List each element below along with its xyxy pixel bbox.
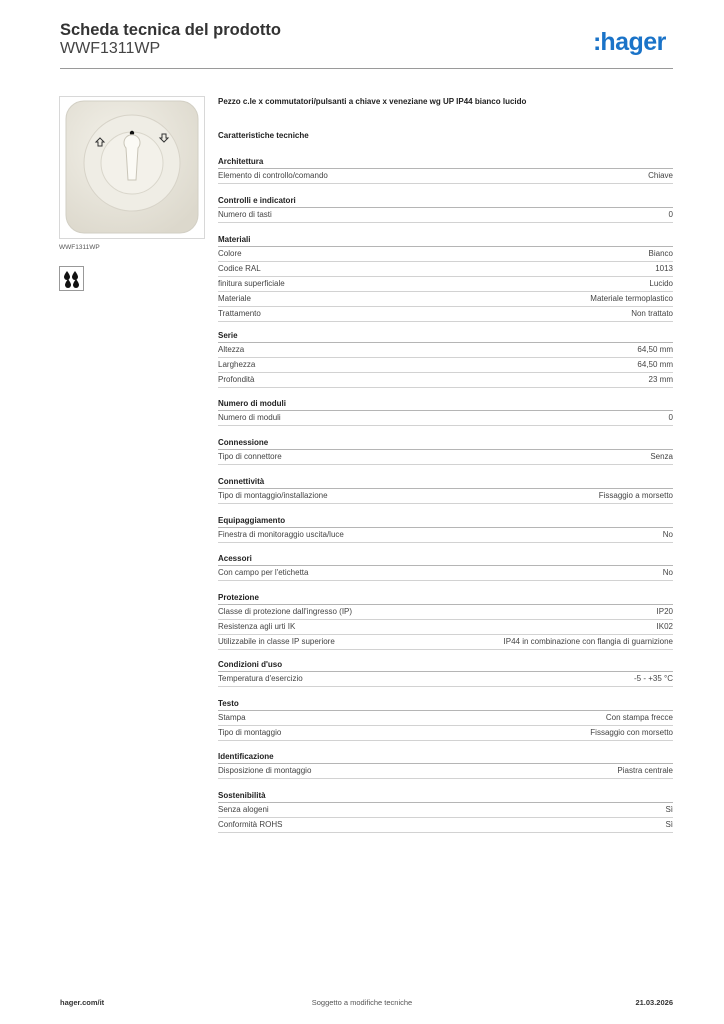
group-title: Serie bbox=[218, 329, 673, 343]
spec-label: finitura superficiale bbox=[218, 279, 285, 288]
spec-label: Elemento di controllo/comando bbox=[218, 171, 328, 180]
product-image-frame bbox=[59, 96, 205, 239]
group-serie bbox=[218, 329, 673, 388]
spec-label: Materiale bbox=[218, 294, 251, 303]
spec-value: Sì bbox=[665, 805, 673, 814]
spec-value: IP44 in combinazione con flangia di guarnizione bbox=[503, 637, 673, 646]
spec-row bbox=[218, 373, 673, 388]
group-controlli bbox=[218, 194, 673, 223]
spec-row bbox=[218, 711, 673, 726]
header-divider bbox=[60, 68, 673, 69]
spec-row bbox=[218, 247, 673, 262]
spec-row bbox=[218, 277, 673, 292]
spec-label: Con campo per l'etichetta bbox=[218, 568, 309, 577]
group-moduli bbox=[218, 397, 673, 426]
spec-row bbox=[218, 764, 673, 779]
spec-value: IP20 bbox=[656, 607, 673, 616]
product-code-header: WWF1311WP bbox=[60, 40, 161, 57]
spec-label: Classe di protezione dall'ingresso (IP) bbox=[218, 607, 353, 616]
spec-label: Colore bbox=[218, 249, 242, 258]
spec-row bbox=[218, 343, 673, 358]
spec-row bbox=[218, 803, 673, 818]
spec-value: Con stampa frecce bbox=[605, 713, 673, 722]
spec-label: Tipo di montaggio bbox=[218, 728, 282, 737]
spec-value: IK02 bbox=[656, 622, 673, 631]
group-title: Sostenibilità bbox=[218, 789, 673, 803]
group-connessione bbox=[218, 436, 673, 465]
group-title: Numero di moduli bbox=[218, 397, 673, 411]
spec-row bbox=[218, 489, 673, 504]
spec-value: 1013 bbox=[655, 264, 673, 273]
spec-row bbox=[218, 672, 673, 687]
hager-logo: :hager bbox=[593, 28, 666, 56]
spec-value: Piastra centrale bbox=[617, 766, 673, 775]
footer-note: Soggetto a modifiche tecniche bbox=[311, 998, 413, 1007]
spec-value: Bianco bbox=[648, 249, 673, 258]
spec-row bbox=[218, 726, 673, 741]
spec-row bbox=[218, 262, 673, 277]
spec-label: Numero di moduli bbox=[218, 413, 281, 422]
spec-value: No bbox=[662, 568, 673, 577]
product-image bbox=[60, 97, 204, 238]
group-title: Connessione bbox=[218, 436, 673, 450]
spec-value: -5 - +35 °C bbox=[634, 674, 673, 683]
group-identificazione bbox=[218, 750, 673, 779]
water-drops-icon bbox=[59, 266, 84, 291]
logo-text: hager bbox=[600, 28, 666, 56]
spec-label: Stampa bbox=[218, 713, 246, 722]
group-title: Identificazione bbox=[218, 750, 673, 764]
spec-label: Utilizzabile in classe IP superiore bbox=[218, 637, 335, 646]
spec-row bbox=[218, 169, 673, 184]
spec-value: Fissaggio con morsetto bbox=[590, 728, 673, 737]
spec-label: Larghezza bbox=[218, 360, 256, 369]
spec-row bbox=[218, 450, 673, 465]
spec-label: Altezza bbox=[218, 345, 245, 354]
spec-label: Temperatura d'esercizio bbox=[218, 674, 303, 683]
spec-value: 64,50 mm bbox=[637, 345, 673, 354]
product-description: Pezzo c.le x commutatori/pulsanti a chiave x veneziane wg UP IP44 bianco lucido bbox=[218, 97, 527, 106]
spec-row bbox=[218, 605, 673, 620]
spec-label: Senza alogeni bbox=[218, 805, 269, 814]
spec-row bbox=[218, 818, 673, 833]
group-sostenibilita bbox=[218, 789, 673, 833]
spec-value: No bbox=[662, 530, 673, 539]
page-title: Scheda tecnica del prodotto bbox=[60, 21, 281, 39]
group-title: Architettura bbox=[218, 155, 673, 169]
group-materiali bbox=[218, 233, 673, 322]
spec-label: Profondità bbox=[218, 375, 255, 384]
group-accessori bbox=[218, 552, 673, 581]
spec-row bbox=[218, 307, 673, 322]
spec-row bbox=[218, 620, 673, 635]
spec-value: Chiave bbox=[648, 171, 673, 180]
spec-label: Numero di tasti bbox=[218, 210, 272, 219]
group-title: Equipaggiamento bbox=[218, 514, 673, 528]
group-condizioni bbox=[218, 658, 673, 687]
spec-row bbox=[218, 635, 673, 650]
spec-value: Sì bbox=[665, 820, 673, 829]
spec-row bbox=[218, 411, 673, 426]
spec-value: 0 bbox=[668, 413, 673, 422]
spec-label: Trattamento bbox=[218, 309, 261, 318]
spec-label: Finestra di monitoraggio uscita/luce bbox=[218, 530, 344, 539]
group-title: Condizioni d'uso bbox=[218, 658, 673, 672]
section-heading: Caratteristiche tecniche bbox=[218, 131, 309, 140]
group-title: Protezione bbox=[218, 591, 673, 605]
group-title: Testo bbox=[218, 697, 673, 711]
footer-website: hager.com/it bbox=[60, 998, 105, 1007]
spec-value: Senza bbox=[650, 452, 673, 461]
spec-value: Materiale termoplastico bbox=[590, 294, 673, 303]
group-title: Connettività bbox=[218, 475, 673, 489]
spec-label: Tipo di connettore bbox=[218, 452, 282, 461]
group-title: Acessori bbox=[218, 552, 673, 566]
footer-date: 21.03.2026 bbox=[635, 998, 673, 1007]
spec-value: 64,50 mm bbox=[637, 360, 673, 369]
spec-value: Lucido bbox=[649, 279, 673, 288]
group-title: Controlli e indicatori bbox=[218, 194, 673, 208]
spec-label: Disposizione di montaggio bbox=[218, 766, 312, 775]
spec-label: Conformità ROHS bbox=[218, 820, 283, 829]
spec-label: Tipo di montaggio/installazione bbox=[218, 491, 328, 500]
group-equipaggiamento bbox=[218, 514, 673, 543]
spec-label: Resistenza agli urti IK bbox=[218, 622, 296, 631]
product-image-caption: WWF1311WP bbox=[59, 244, 100, 251]
group-protezione bbox=[218, 591, 673, 650]
spec-value: 0 bbox=[668, 210, 673, 219]
spec-row bbox=[218, 292, 673, 307]
spec-row bbox=[218, 208, 673, 223]
spec-row bbox=[218, 566, 673, 581]
spec-row bbox=[218, 528, 673, 543]
group-title: Materiali bbox=[218, 233, 673, 247]
spec-value: Non trattato bbox=[631, 309, 673, 318]
spec-row bbox=[218, 358, 673, 373]
group-testo bbox=[218, 697, 673, 741]
spec-label: Codice RAL bbox=[218, 264, 261, 273]
group-connettivita bbox=[218, 475, 673, 504]
spec-value: 23 mm bbox=[648, 375, 673, 384]
group-architettura bbox=[218, 155, 673, 184]
spec-value: Fissaggio a morsetto bbox=[598, 491, 673, 500]
